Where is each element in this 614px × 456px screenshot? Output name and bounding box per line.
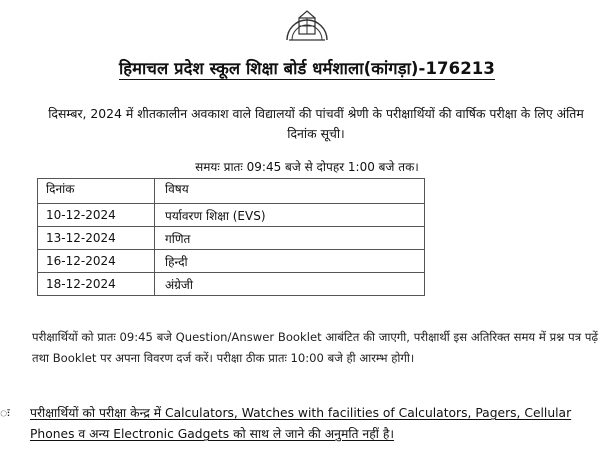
- schedule-table: [37, 178, 425, 296]
- row-date: 16-12-2024: [38, 250, 155, 273]
- header-subject: विषय: [155, 179, 425, 204]
- header-date: दिनांक: [38, 179, 155, 204]
- exam-timing: समयः प्रातः 09:45 बजे से दोपहर 1:00 बजे तक।: [195, 160, 419, 174]
- note-marker: ः: [0, 406, 10, 420]
- row-date: 18-12-2024: [38, 273, 155, 296]
- board-emblem-icon: [279, 0, 335, 44]
- row-date: 10-12-2024: [38, 204, 155, 227]
- gadget-restriction-note: परीक्षार्थियों को परीक्षा केन्द्र में Calculators, Watches with facilities of Calculators, Pagers, Cellular Phones व अन्य Electronic Gadgets को साथ ले जाने की अनुमति नहीं है।: [30, 406, 572, 441]
- row-date: 13-12-2024: [38, 227, 155, 250]
- row-subject: गणित: [155, 227, 425, 250]
- row-subject: पर्यावरण शिक्षा (EVS): [155, 204, 425, 227]
- row-subject: अंग्रेजी: [155, 273, 425, 296]
- table-row: [38, 204, 425, 227]
- instruction-paragraph: परीक्षार्थियों को प्रातः 09:45 बजे Question/Answer Booklet आबंटित की जाएगी, परीक्षार्थी इस अतिरिक्त समय में प्रश्न पत्र पढ़ें तथा Booklet पर अपना विवरण दर्ज करें। परीक्षा ठीक प्रातः 10:00 बजे ही आरम्भ होगी।: [32, 330, 598, 365]
- table-row: [38, 273, 425, 296]
- table-row: [38, 227, 425, 250]
- table-row: [38, 250, 425, 273]
- table-header-row: [38, 179, 425, 204]
- intro-paragraph: दिसम्बर, 2024 में शीतकालीन अवकाश वाले विद्यालयों की पांचवीं श्रेणी के परीक्षार्थियों की वार्षिक परीक्षा के लिए अंतिम दिनांक सूची।: [48, 106, 584, 141]
- row-subject: हिन्दी: [155, 250, 425, 273]
- board-name: हिमाचल प्रदेश स्कूल शिक्षा बोर्ड धर्मशाला(कांगड़ा)-176213: [119, 59, 495, 78]
- page-title: [0, 56, 614, 79]
